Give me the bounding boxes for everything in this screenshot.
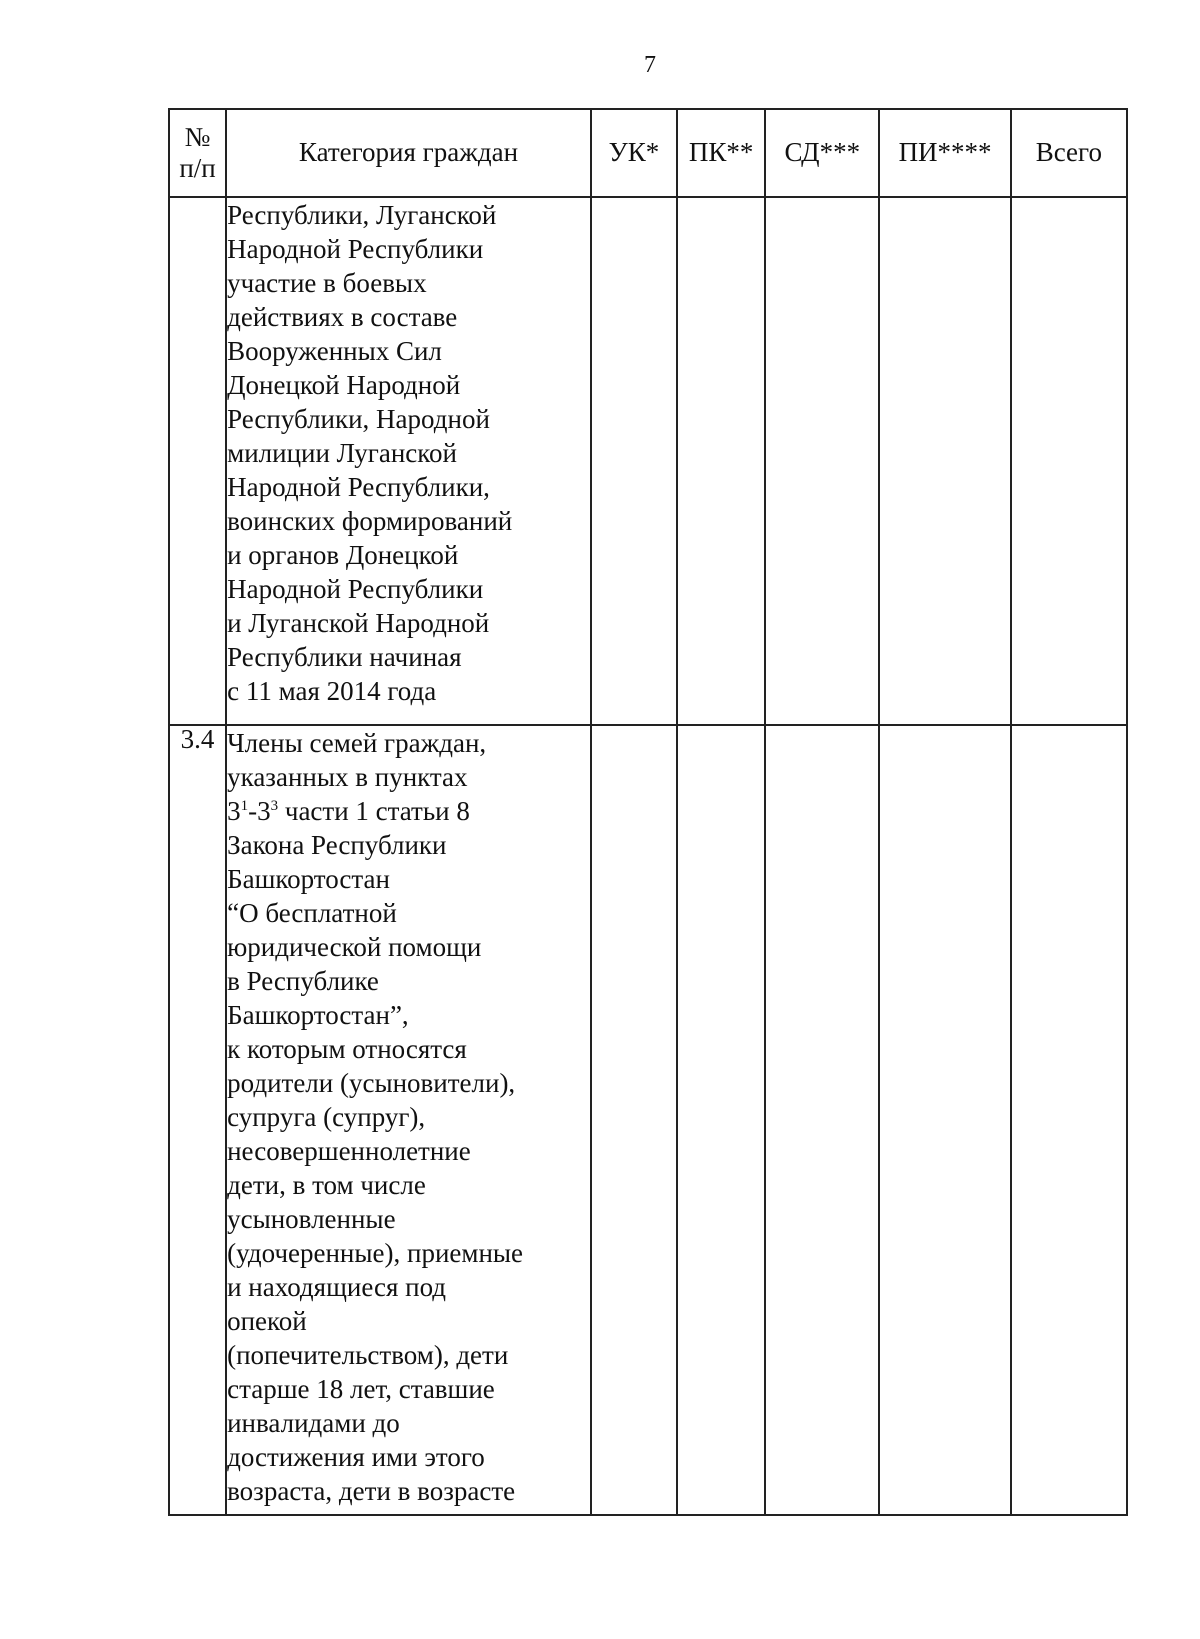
category-text-line: усыновленные	[227, 1204, 396, 1234]
category-text-line: воинских формирований	[227, 506, 513, 536]
category-text-line: Вооруженных Сил	[227, 336, 442, 366]
header-uk: УК*	[591, 109, 677, 197]
category-text-line: (удочеренные), приемные	[227, 1238, 524, 1268]
category-text-line: опекой	[227, 1306, 307, 1336]
category-text-line: Башкортостан”,	[227, 1000, 409, 1030]
sd-cell	[765, 197, 879, 725]
category-text-line: Башкортостан	[227, 864, 390, 894]
header-number-sign: №	[184, 121, 211, 152]
header-number	[169, 109, 226, 197]
category-text-line: несовершеннолетние	[227, 1136, 471, 1166]
category-text-line: дети, в том числе	[227, 1170, 426, 1200]
pk-cell	[677, 725, 765, 1515]
category-text-line: юридической помощи	[227, 932, 482, 962]
category-text-line: в Республике	[227, 966, 379, 996]
category-text-line: инвалидами до	[227, 1408, 400, 1438]
header-pk: ПК**	[677, 109, 765, 197]
table-row	[169, 197, 1127, 725]
category-text-line: к которым относятся	[227, 1034, 467, 1064]
total-cell	[1011, 197, 1127, 725]
category-text-line: Народной Республики	[227, 574, 484, 604]
inline-text: -3	[248, 796, 271, 826]
uk-cell	[591, 725, 677, 1515]
category-text-line: милиции Луганской	[227, 438, 457, 468]
category-text-line: родители (усыновители),	[227, 1068, 516, 1098]
header-category: Категория граждан	[226, 109, 591, 197]
pi-cell	[879, 725, 1010, 1515]
category-text-line: Донецкой Народной	[227, 370, 461, 400]
category-cell	[226, 197, 591, 725]
category-text-line: и находящиеся под	[227, 1272, 447, 1302]
category-text-line: указанных в пунктах	[227, 762, 468, 792]
table-row	[169, 725, 1127, 1515]
superscript-text: 1	[240, 798, 249, 814]
sd-cell	[765, 725, 879, 1515]
category-text-line: и Луганской Народной	[227, 608, 490, 638]
category-text-line: действиях в составе	[227, 302, 458, 332]
header-sd: СД***	[765, 109, 879, 197]
total-cell	[1011, 725, 1127, 1515]
category-text-line: Республики, Народной	[227, 404, 490, 434]
row-number-cell: 3.4	[169, 725, 226, 1515]
category-text-line: Члены семей граждан,	[227, 728, 487, 758]
category-text-line	[227, 794, 590, 828]
page-number: 7	[644, 52, 656, 78]
category-text-line: Народной Республики	[227, 234, 484, 264]
header-total: Всего	[1011, 109, 1127, 197]
citizen-category-table	[168, 108, 1128, 1516]
category-text-line: Республики начиная	[227, 642, 462, 672]
category-text-line: возраста, дети в возрасте	[227, 1476, 516, 1506]
header-number-abbr: п/п	[179, 153, 216, 183]
inline-text: части 1 статьи 8	[278, 796, 470, 826]
category-text-line: Народной Республики,	[227, 472, 490, 502]
inline-text: 3	[227, 796, 241, 826]
category-text-line: достижения ими этого	[227, 1442, 485, 1472]
pk-cell	[677, 197, 765, 725]
table-header-row	[169, 109, 1127, 197]
category-text-line: (попечительством), дети	[227, 1340, 509, 1370]
category-text-line: супруга (супруг),	[227, 1102, 426, 1132]
pi-cell	[879, 197, 1010, 725]
category-text-line: Закона Республики	[227, 830, 447, 860]
category-text-line: “О бесплатной	[227, 898, 397, 928]
superscript-text: 3	[270, 798, 279, 814]
category-text-line: старше 18 лет, ставшие	[227, 1374, 495, 1404]
category-text-line: Республики, Луганской	[227, 200, 497, 230]
header-pi: ПИ****	[879, 109, 1010, 197]
row-number-cell	[169, 197, 226, 725]
category-cell	[226, 725, 591, 1515]
category-text-line: и органов Донецкой	[227, 540, 459, 570]
category-text-line: с 11 мая 2014 года	[227, 676, 437, 706]
uk-cell	[591, 197, 677, 725]
category-text-line: участие в боевых	[227, 268, 427, 298]
